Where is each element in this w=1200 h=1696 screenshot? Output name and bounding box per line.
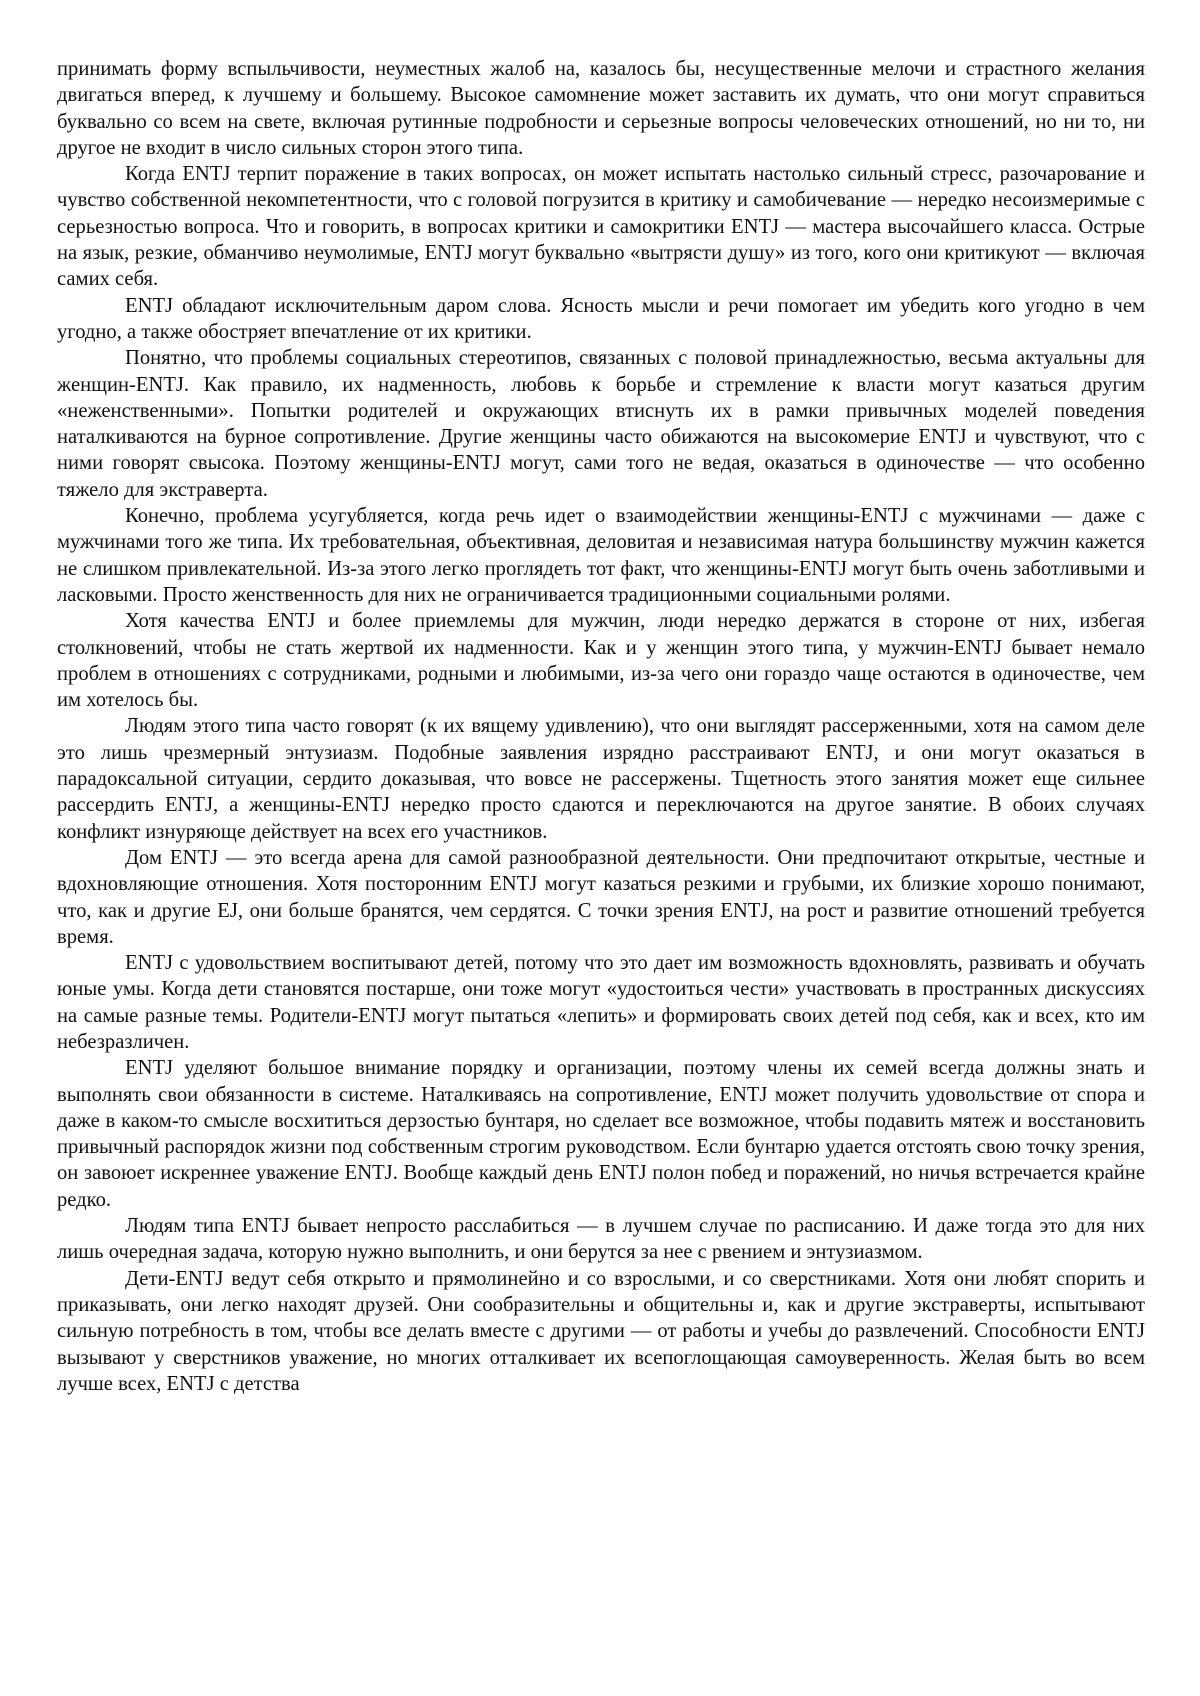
paragraph-continuation: принимать форму вспыльчивости, неуместных жалоб на, казалось бы, несущественные мелочи и страстного желания двигаться вперед, к лучшему и большему. Высокое самомнение может заставить их думать, что они могут справиться буквально со всем на свете, включая рутинные подробности и серьезные вопросы человеческих отношений, но ни то, ни другое не входит в число сильных сторон этого типа.: [57, 58, 1145, 159]
paragraph: Понятно, что проблемы социальных стереотипов, связанных с половой принадлежностью, весьма актуальны для женщин-ENTJ. Как правило, их надменность, любовь к борьбе и стремление к власти могут казаться другим «неженственными». Попытки родителей и окружающих втиснуть их в рамки привычных моделей поведения наталкиваются на бурное сопротивление. Другие женщины часто обижаются на высокомерие ENTJ и чувствуют, что с ними говорят свысока. Поэтому женщины-ENTJ могут, сами того не ведая, оказаться в одиночестве — что особенно тяжело для экстраверта.: [57, 347, 1145, 501]
paragraph: Хотя качества ENTJ и более приемлемы для мужчин, люди нередко держатся в стороне от них, избегая столкновений, чтобы не стать жертвой их надменности. Как и у женщин этого типа, у мужчин-ENTJ бывает немало проблем в отношениях с сотрудниками, родными и любимыми, из-за чего они гораздо чаще остаются в одиночестве, чем им хотелось бы.: [57, 610, 1145, 712]
paragraph: Людям этого типа часто говорят (к их вящему удивлению), что они выглядят рассерженными, хотя на самом деле это лишь чрезмерный энтузиазм. Подобные заявления изрядно расстраивают ENTJ, и они могут оказаться в парадоксальной ситуации, сердито доказывая, что вовсе не рассержены. Тщетность этого занятия может еще сильнее рассердить ENTJ, а женщины-ENTJ нередко просто сдаются и переключаются на другое занятие. В обоих случаях конфликт изнуряюще действует на всех его участников.: [57, 715, 1145, 843]
paragraph: Конечно, проблема усугубляется, когда речь идет о взаимодействии женщины-ENTJ с мужчинами — даже с мужчинами того же типа. Их требовательная, объективная, деловитая и независимая натура большинству мужчин кажется не слишком привлекательной. Из-за этого легко проглядеть тот факт, что женщины-ENTJ могут быть очень заботливыми и ласковыми. Просто женственность для них не ограничивается традиционными социальными ролями.: [57, 505, 1145, 606]
document-page: [57, 56, 1145, 1397]
paragraph: ENTJ обладают исключительным даром слова. Ясность мысли и речи помогает им убедить кого угодно в чем угодно, а также обостряет впечатление от их критики.: [57, 294, 1145, 343]
paragraph: Дом ENTJ — это всегда арена для самой разнообразной деятельности. Они предпочитают открытые, честные и вдохновляющие отношения. Хотя посторонним ENTJ могут казаться резкими и грубыми, их близкие хорошо понимают, что, как и другие EJ, они больше бранятся, чем сердятся. С точки зрения ENTJ, на рост и развитие отношений требуется время.: [57, 846, 1145, 948]
paragraph: ENTJ с удовольствием воспитывают детей, потому что это дает им возможность вдохновлять, развивать и обучать юные умы. Когда дети становятся постарше, они тоже могут «удостоиться чести» участвовать в пространных дискуссиях на самые разные темы. Родители-ENTJ могут пытаться «лепить» и формировать своих детей под себя, как и всех, кто им небезразличен.: [57, 952, 1145, 1053]
paragraph-cut-off: Дети-ENTJ ведут себя открыто и прямолинейно и со взрослыми, и со сверстниками. Хотя они любят спорить и приказывать, они легко находят друзей. Они сообразительны и общительны и, как и другие экстраверты, испытывают сильную потребность в том, чтобы все делать вместе с другими — от работы и учебы до развлечений. Способности ENTJ вызывают у сверстников уважение, но многих отталкивает их всепоглощающая самоуверенность. Желая быть во всем лучше всех, ENTJ с детства: [57, 1267, 1145, 1395]
paragraph: Людям типа ENTJ бывает непросто расслабиться — в лучшем случае по расписанию. И даже тогда это для них лишь очередная задача, которую нужно выполнить, и они берутся за нее с рвением и энтузиазмом.: [57, 1215, 1145, 1264]
paragraph: Когда ENTJ терпит поражение в таких вопросах, он может испытать настолько сильный стресс, разочарование и чувство собственной некомпетентности, что с головой погрузится в критику и самобичевание — нередко несоизмеримые с серьезностью вопроса. Что и говорить, в вопросах критики и самокритики ENTJ — мастера высочайшего класса. Острые на язык, резкие, обманчиво неумолимые, ENTJ могут буквально «вытрясти душу» из того, кого они критикуют — включая самих себя.: [57, 163, 1145, 291]
paragraph: ENTJ уделяют большое внимание порядку и организации, поэтому члены их семей всегда должны знать и выполнять свои обязанности в системе. Наталкиваясь на сопротивление, ENTJ может получить удовольствие от спора и даже в каком-то смысле восхититься дерзостью бунтаря, но сделает все возможное, чтобы подавить мятеж и восстановить привычный распорядок жизни под собственным строгим руководством. Если бунтарю удается отстоять свою точку зрения, он завоюет искреннее уважение ENTJ. Вообще каждый день ENTJ полон побед и поражений, но ничья встречается крайне редко.: [57, 1057, 1145, 1211]
